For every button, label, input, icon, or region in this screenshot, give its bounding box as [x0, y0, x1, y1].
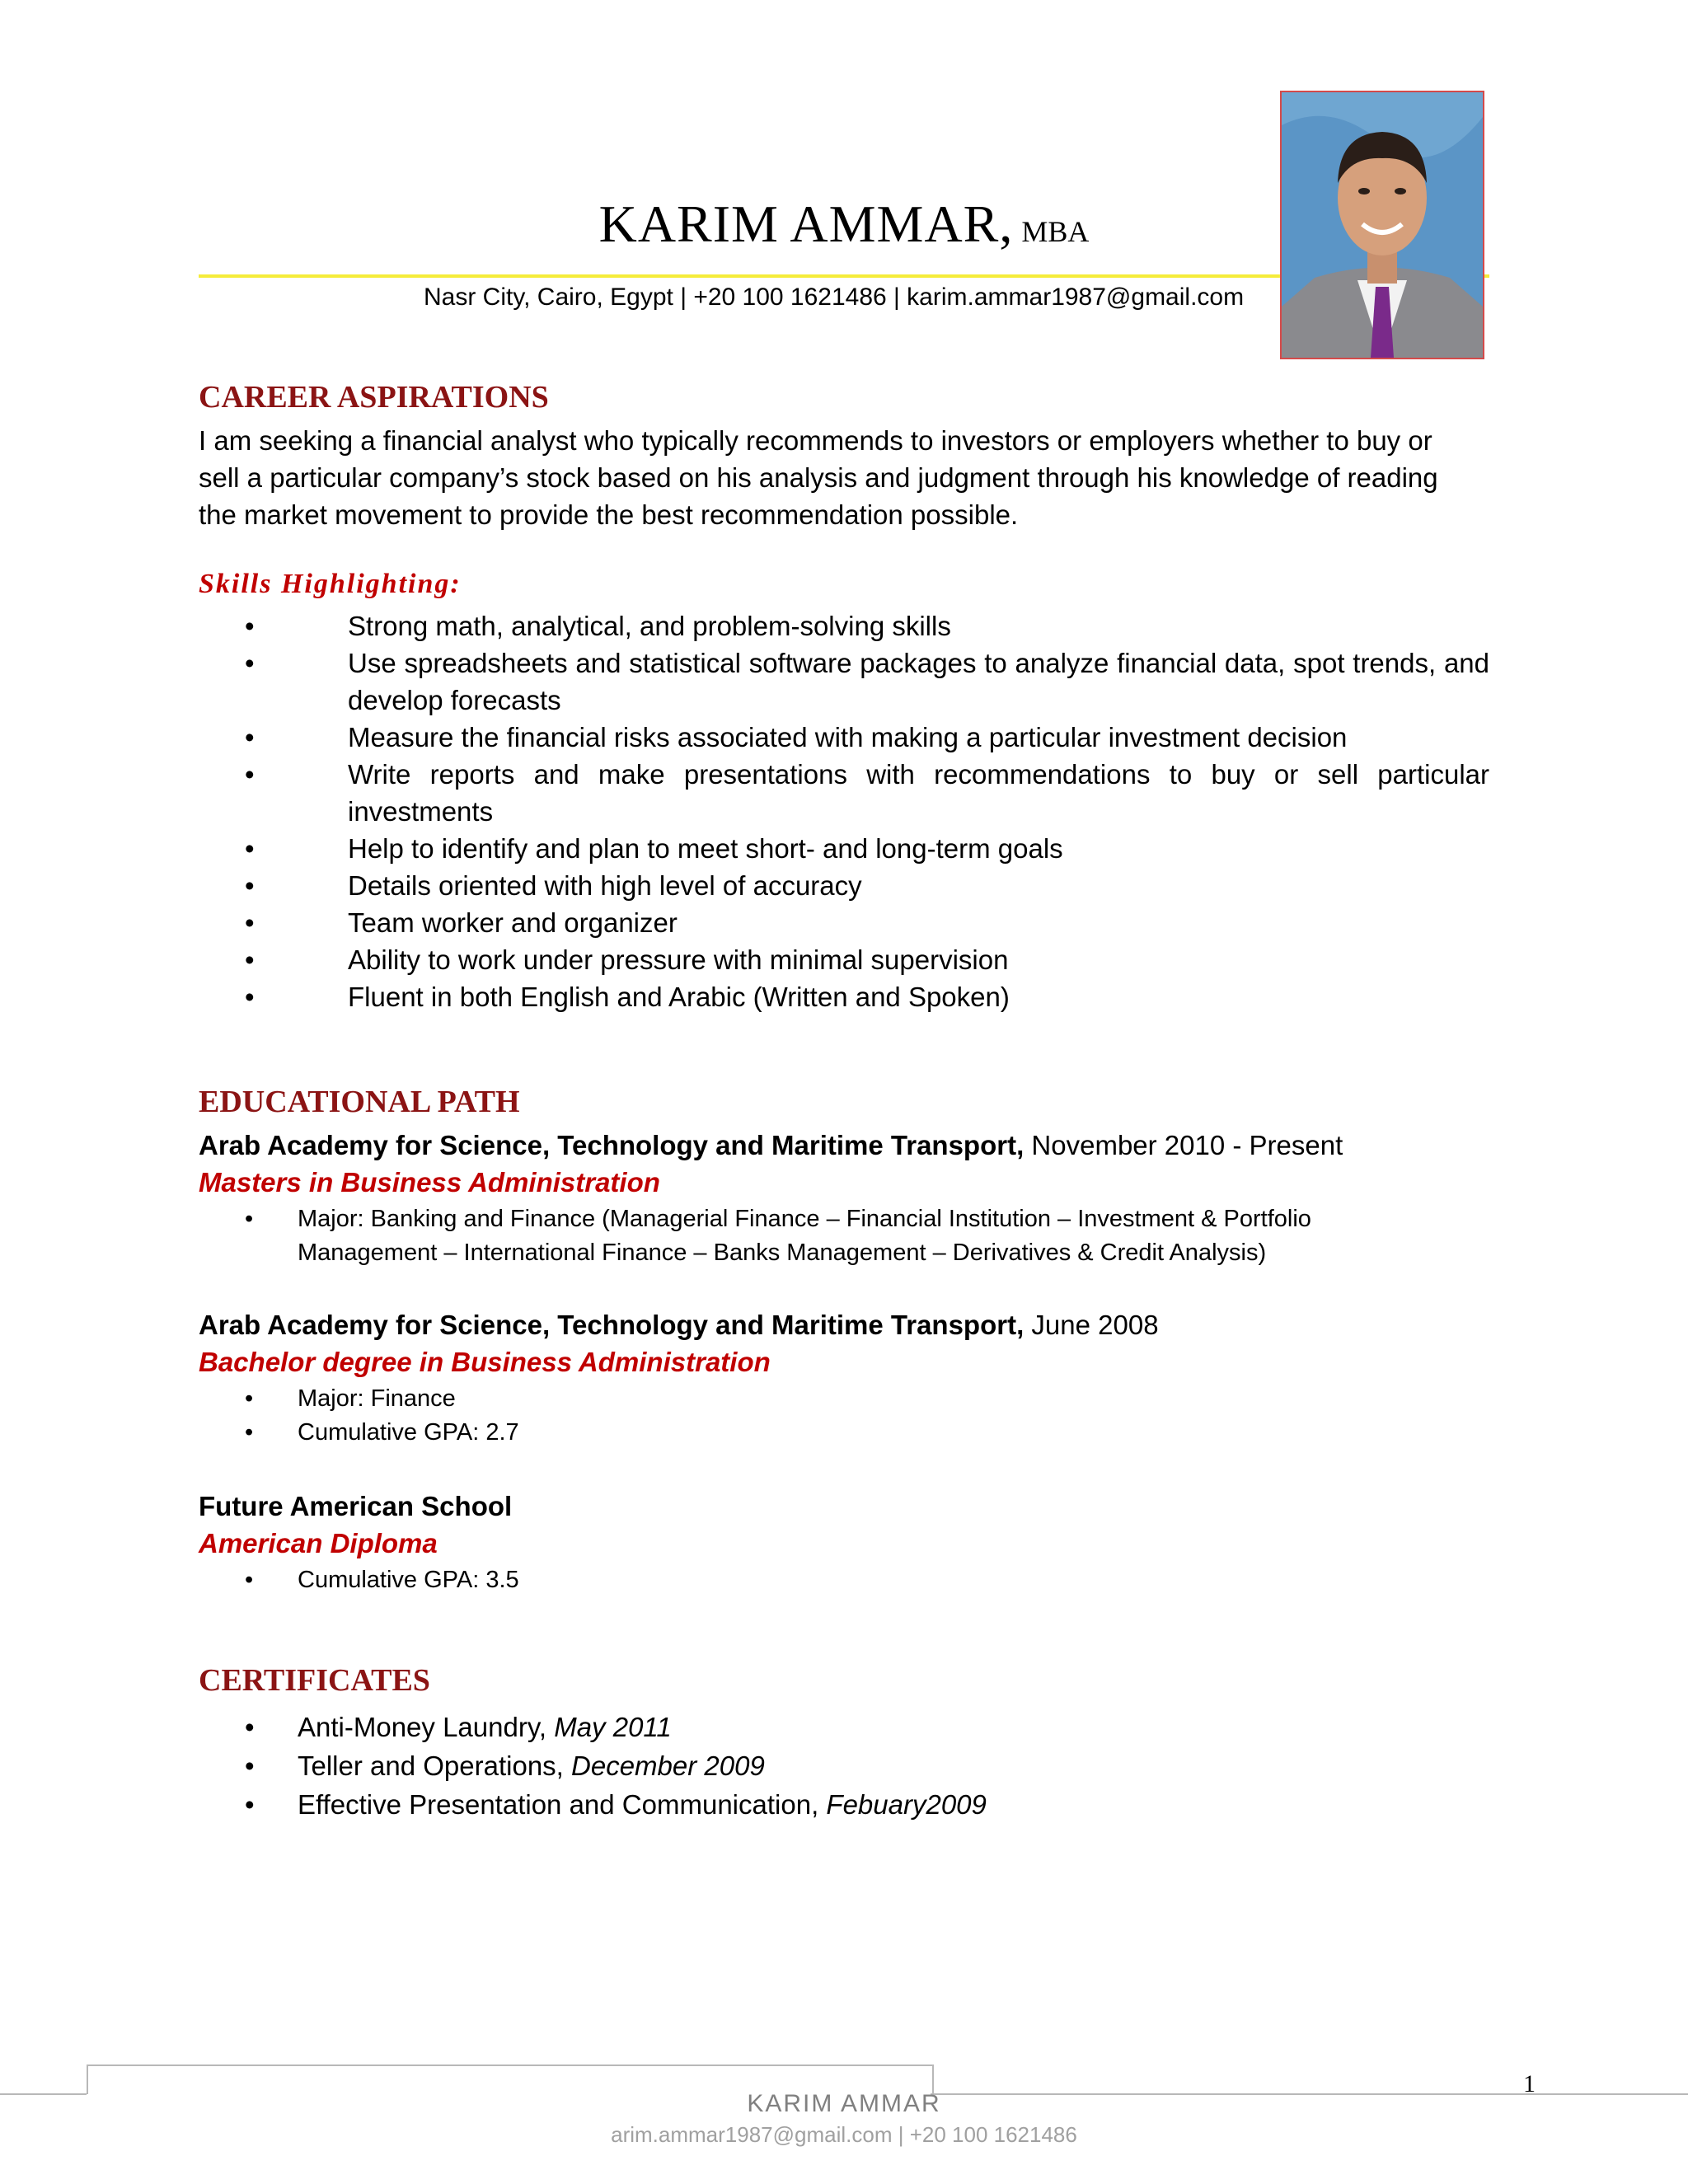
education-details — [199, 1202, 1311, 1270]
bullet-icon: • — [245, 611, 255, 641]
education-institution: Future American School — [199, 1491, 513, 1521]
career-line: the market movement to provide the best recommendation possible. — [199, 499, 1019, 530]
page-number: 1 — [1523, 2070, 1536, 2097]
skills-list — [199, 607, 1489, 1015]
bullet-icon: • — [245, 1385, 254, 1412]
list-item: • Team worker and organizer — [199, 904, 1489, 941]
bullet-icon: • — [245, 759, 255, 790]
list-item: • Fluent in both English and Arabic (Written and Spoken) — [199, 978, 1489, 1015]
list-item: • Help to identify and plan to meet short- and long-term goals — [199, 830, 1489, 867]
list-item: • Anti-Money Laundry, May 2011 — [199, 1708, 987, 1746]
bullet-icon: • — [245, 907, 255, 938]
contact-line: Nasr City, Cairo, Egypt | +20 100 1621486 | karim.ammar1987@gmail.com — [424, 284, 1245, 311]
list-item: • Strong math, analytical, and problem-solving skills — [199, 607, 1489, 644]
education-degree: Bachelor degree in Business Administration — [199, 1347, 771, 1377]
profile-photo — [1280, 91, 1484, 359]
career-heading: CAREER ASPIRATIONS — [199, 380, 549, 415]
list-item: • Cumulative GPA: 2.7 — [199, 1416, 519, 1450]
list-item: • Major: Banking and Finance (Managerial Finance – Financial Institution – Investment & Portfolio Management – International Finance – Banks Management – Derivatives & Credit Analysis) — [199, 1202, 1311, 1270]
education-details — [199, 1563, 519, 1597]
bullet-icon: • — [245, 1712, 255, 1742]
list-item: • Write reports and make presentations with recommendations to buy or sell particular investments — [199, 756, 1489, 830]
certificates-list — [199, 1708, 987, 1824]
education-institution: Arab Academy for Science, Technology and Maritime Transport, November 2010 - Present — [199, 1130, 1343, 1160]
list-item: • Effective Presentation and Communication, Febuary2009 — [199, 1785, 987, 1824]
list-item: • Use spreadsheets and statistical software packages to analyze financial data, spot trends, and develop forecasts — [199, 644, 1489, 719]
list-item: • Major: Finance — [199, 1382, 519, 1416]
bullet-icon: • — [245, 870, 255, 901]
education-degree: American Diploma — [199, 1528, 438, 1558]
list-item: • Teller and Operations, December 2009 — [199, 1746, 987, 1785]
bullet-icon: • — [245, 1206, 254, 1232]
bullet-icon: • — [245, 982, 255, 1012]
bullet-icon: • — [245, 833, 255, 864]
bullet-icon: • — [245, 1419, 254, 1446]
portrait-image — [1282, 92, 1483, 358]
career-line: sell a particular company’s stock based on his analysis and judgment through his knowledge of reading — [199, 462, 1438, 493]
bullet-icon: • — [245, 1750, 255, 1781]
bullet-icon: • — [245, 944, 255, 975]
career-line: I am seeking a financial analyst who typically recommends to investors or employers whether to buy or — [199, 425, 1432, 456]
footer-name: KARIM AMMAR — [747, 2090, 941, 2117]
skills-heading: Skills Highlighting: — [199, 569, 462, 599]
bullet-icon: • — [245, 648, 255, 678]
list-item: • Cumulative GPA: 3.5 — [199, 1563, 519, 1597]
career-paragraph — [199, 422, 1489, 533]
name-text: KARIM AMMAR, — [598, 194, 1014, 253]
footer-contact: arim.ammar1987@gmail.com | +20 100 1621486 — [611, 2122, 1077, 2147]
education-institution: Arab Academy for Science, Technology and Maritime Transport, June 2008 — [199, 1310, 1159, 1340]
bullet-icon: • — [245, 1789, 255, 1820]
education-details — [199, 1382, 519, 1450]
certificates-heading: CERTIFICATES — [199, 1663, 430, 1698]
list-item: • Details oriented with high level of accuracy — [199, 867, 1489, 904]
name-suffix: MBA — [1021, 215, 1090, 248]
bullet-icon: • — [245, 1567, 254, 1593]
education-degree: Masters in Business Administration — [199, 1167, 660, 1197]
education-heading: EDUCATIONAL PATH — [199, 1085, 520, 1119]
list-item: • Measure the financial risks associated with making a particular investment decision — [199, 719, 1489, 756]
bullet-icon: • — [245, 722, 255, 752]
list-item: • Ability to work under pressure with minimal supervision — [199, 941, 1489, 978]
